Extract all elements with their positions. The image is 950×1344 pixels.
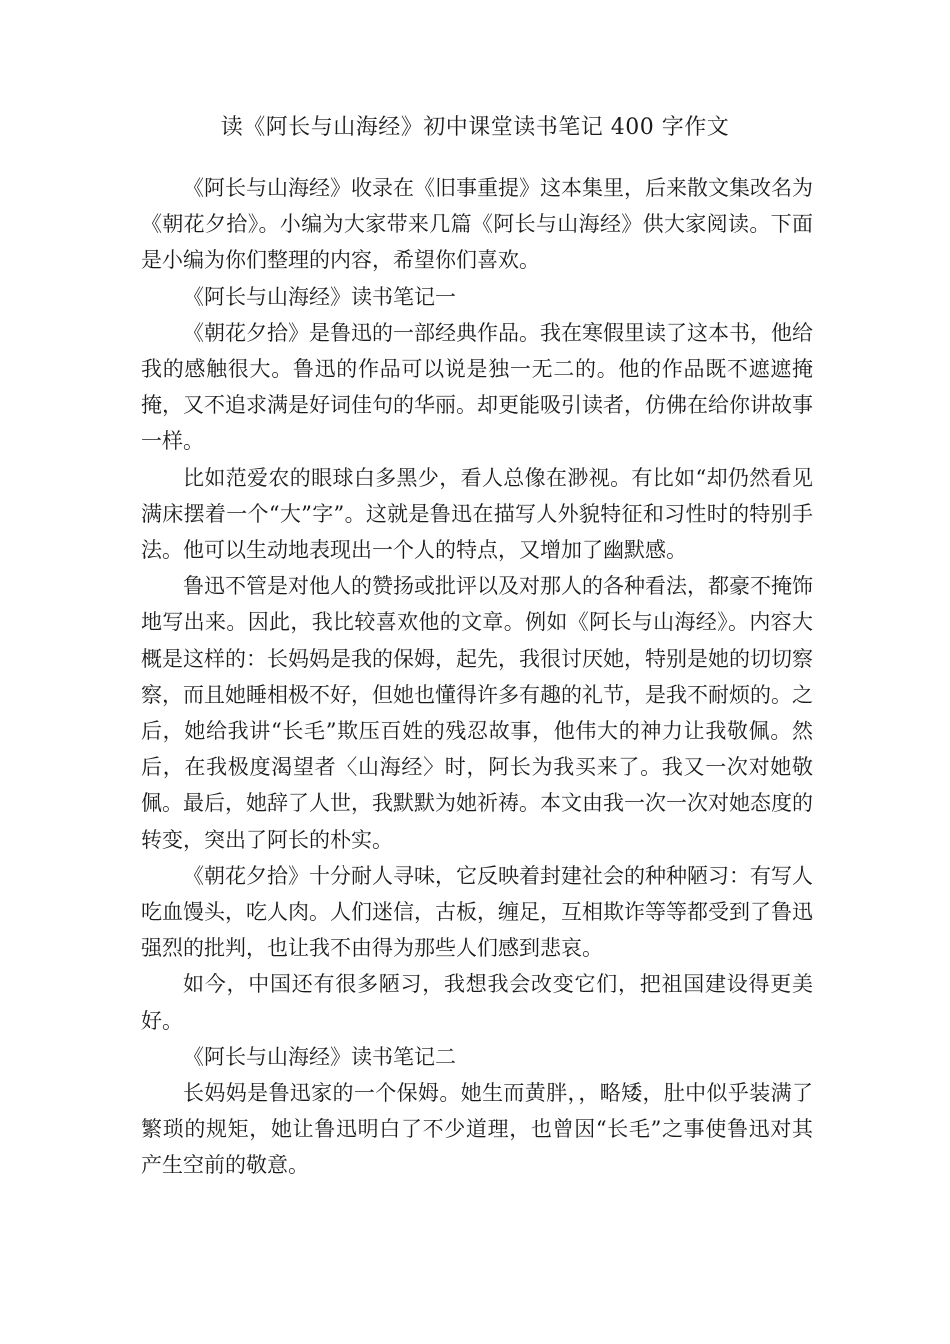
body-paragraph: 鲁迅不管是对他人的赞扬或批评以及对那人的各种看法，都豪不掩饰地写出来。因此，我比较喜欢他的文章。例如《阿长与山海经》。内容大概是这样的：长妈妈是我的保姆，起先，我很讨厌她，特别是她的切切察察，而且她睡相极不好，但她也懂得许多有趣的礼节，是我不耐烦的。之后，她给我讲“长毛”欺压百姓的残忍故事，他伟大的神力让我敬佩。然后，在我极度渴望者〈山海经〉时，阿长为我买来了。我又一次对她敬佩。最后，她辞了人世，我默默为她祈祷。本文由我一次一次对她态度的转变，突出了阿长的朴实。 <box>141 574 813 852</box>
document-body <box>141 170 813 1184</box>
body-paragraph: 《朝花夕拾》是鲁迅的一部经典作品。我在寒假里读了这本书，他给我的感触很大。鲁迅的作品可以说是独一无二的。他的作品既不遮遮掩掩，又不追求满是好词佳句的华丽。却更能吸引读者，仿佛在给你讲故事一样。 <box>141 320 813 454</box>
section-heading-one: 《阿长与山海经》读书笔记一 <box>183 284 456 309</box>
body-paragraph: 长妈妈是鲁迅家的一个保姆。她生而黄胖，，略矮，肚中似乎装满了繁琐的规矩，她让鲁迅明白了不少道理，也曾因“长毛”之事使鲁迅对其产生空前的敬意。 <box>141 1081 813 1178</box>
section-heading-two: 《阿长与山海经》读书笔记二 <box>183 1044 456 1069</box>
intro-paragraph: 《阿长与山海经》收录在《旧事重提》这本集里，后来散文集改名为《朝花夕拾》。小编为大家带来几篇《阿长与山海经》供大家阅读。下面是小编为你们整理的内容，希望你们喜欢。 <box>141 176 813 273</box>
body-paragraph: 比如范爱农的眼球白多黑少，看人总像在渺视。有比如“却仍然看见满床摆着一个“大”字”。这就是鲁迅在描写人外貌特征和习性时的特别手法。他可以生动地表现出一个人的特点，又增加了幽默感。 <box>141 465 813 563</box>
body-paragraph: 《朝花夕拾》十分耐人寻味，它反映着封建社会的种种陋习：有写人吃血馒头，吃人肉。人们迷信，古板，缠足，互相欺诈等等都受到了鲁迅强烈的批判，也让我不由得为那些人们感到悲哀。 <box>141 863 813 961</box>
body-paragraph: 如今，中国还有很多陋习，我想我会改变它们，把祖国建设得更美好。 <box>141 972 813 1033</box>
document-title: 读《阿长与山海经》初中课堂读书笔记 400 字作文 <box>220 115 730 140</box>
